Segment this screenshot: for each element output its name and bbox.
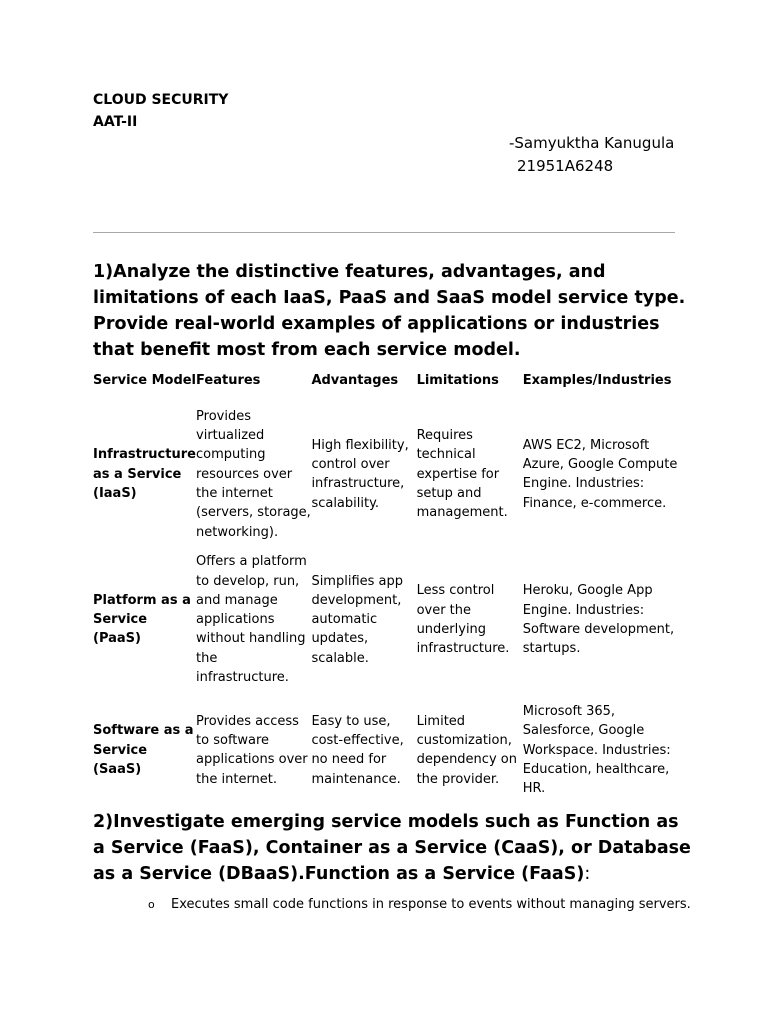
advantages-cell: Simplifies app development, automatic updates, scalable. bbox=[311, 573, 404, 666]
list-item bbox=[148, 896, 691, 914]
course-subtitle: AAT-II bbox=[93, 114, 138, 130]
limitations-cell: Limited customization, dependency on the provider. bbox=[416, 713, 517, 787]
service-model-cell: Platform as a Service (PaaS) bbox=[93, 592, 191, 647]
features-cell: Offers a platform to develop, run, and manage applications without handling the infrastructure. bbox=[196, 554, 307, 686]
author-id: 21951A6248 bbox=[517, 157, 614, 175]
table-row bbox=[93, 691, 683, 809]
question-2-heading bbox=[93, 809, 693, 887]
service-models-table bbox=[93, 368, 683, 809]
features-cell: Provides virtualized computing resources over the internet (servers, storage, networking). bbox=[196, 408, 311, 540]
bullet-text: Executes small code functions in response to events without managing servers. bbox=[171, 897, 691, 912]
limitations-cell: Less control over the underlying infrastructure. bbox=[416, 583, 510, 657]
examples-cell: Heroku, Google App Engine. Industries: Software development, startups. bbox=[522, 583, 675, 657]
table-header-cell: Examples/Industries bbox=[522, 373, 672, 388]
service-model-cell: Software as a Service (SaaS) bbox=[93, 723, 194, 778]
bullet-marker: o bbox=[148, 898, 155, 911]
course-title: CLOUD SECURITY bbox=[93, 92, 229, 108]
table-header-cell: Limitations bbox=[416, 373, 499, 388]
table-header-row bbox=[93, 368, 683, 400]
service-model-cell: Infrastructure as a Service (IaaS) bbox=[93, 447, 196, 501]
table-header-cell: Advantages bbox=[311, 373, 399, 388]
question-2-colon: : bbox=[584, 864, 591, 884]
question-2-text: 2)Investigate emerging service models such as Function as a Service (FaaS), Container as a Service (CaaS), or Database as a Service (DBaaS).Function as a Service (FaaS) bbox=[93, 812, 691, 884]
limitations-cell: Requires technical expertise for setup and management. bbox=[416, 428, 508, 521]
advantages-cell: Easy to use, cost-effective, no need for maintenance. bbox=[311, 713, 404, 787]
table-row bbox=[93, 548, 683, 691]
features-cell: Provides access to software applications over the internet. bbox=[196, 713, 308, 787]
horizontal-divider bbox=[93, 232, 675, 233]
examples-cell: Microsoft 365, Salesforce, Google Workspace. Industries: Education, healthcare, HR. bbox=[522, 704, 671, 797]
advantages-cell: High flexibility, control over infrastructure, scalability. bbox=[311, 437, 409, 511]
table-row bbox=[93, 400, 683, 548]
author-name: -Samyuktha Kanugula bbox=[509, 134, 675, 152]
table-header-cell: Service Model bbox=[93, 373, 197, 388]
examples-cell: AWS EC2, Microsoft Azure, Google Compute Engine. Industries: Finance, e-commerce. bbox=[522, 437, 678, 511]
table-header-cell: Features bbox=[196, 373, 261, 388]
question-1-heading: 1)Analyze the distinctive features, advantages, and limitations of each IaaS, PaaS and SaaS model service type. Provide real-world examples of applications or industries that benefit most from each service model. bbox=[93, 262, 686, 360]
